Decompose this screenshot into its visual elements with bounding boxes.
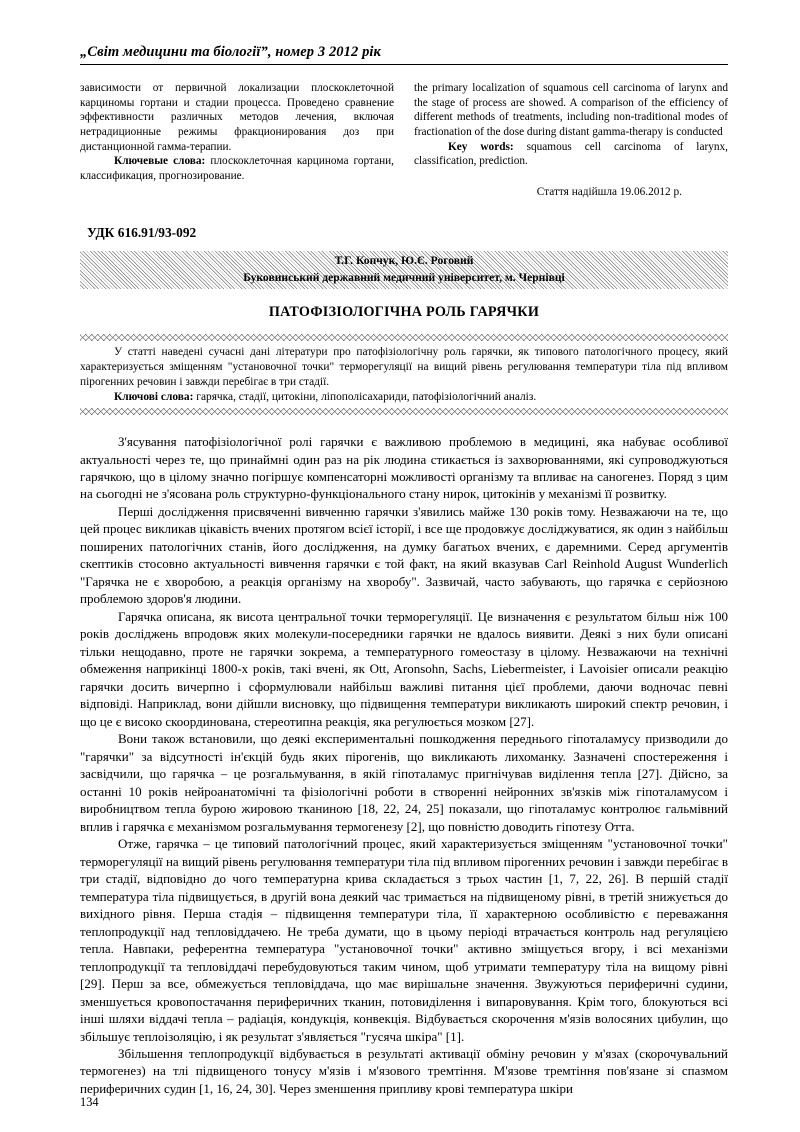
article-authors: Т.Г. Копчук, Ю.Є. Роговий: [334, 254, 474, 268]
keywords-ru-label: Ключевые слова:: [114, 155, 206, 168]
keywords-text: гарячка, стадії, цитокіни, ліпополісахариди, патофізіологічний аналіз.: [193, 391, 537, 404]
article-affiliation: Буковинський державний медичний університет, м. Чернівці: [243, 270, 565, 284]
keywords-en-text: squamous cell carcinoma of larynx, classification, prediction.: [414, 140, 728, 168]
article-title: ПАТОФІЗІОЛОГІЧНА РОЛЬ ГАРЯЧКИ: [268, 304, 540, 321]
body-paragraph: Перші дослідження присвяченні вивченню гарячки з'явились майже 130 років тому. Незважаючи на те, що цей процес викликав цікавість вчених протягом всієї історії, і все ще продовжує досліджуватися, як один з найбільш поширених патологічних станів, його дослідження, на думку багатьох вчених, є даремними. Серед аргументів скептиків стосовно актуальності вивчення гарячки є той факт, на який вказував Carl Reinhold August Wunderlich "Гарячка не є хворобою, а реакція організму на хворобу". Зазвичай, часто забувають, що гарячка є серйозною проблемою здоров'я людини.: [80, 503, 728, 607]
keywords-ru: [80, 154, 394, 183]
article-body: [80, 433, 728, 1097]
abstract-column-ru: [80, 81, 394, 184]
article-keywords: [80, 390, 728, 405]
page-number: 134: [80, 1095, 99, 1109]
abstract-ru-text: зависимости от первичной локализации плоскоклеточной карциномы гортани и стадии процесса. Проведено сравнение эффективности различных методов лечения, включая нетрадиционные режимы фракционирования доз при дистанционной гамма-терапии.: [80, 82, 394, 153]
udc-code: УДК 616.91/93-092: [87, 225, 197, 241]
keywords-label: Ключові слова:: [114, 391, 194, 404]
abstract-en-text: the primary localization of squamous cell carcinoma of larynx and the stage of process are showed. A comparison of the efficiency of different methods of treatments, including non-traditional modes of fractionation of the dose during distant gamma-therapy is conducted: [414, 82, 728, 139]
body-paragraph: Вони також встановили, що деякі експериментальні пошкодження переднього гіпоталамусу призводили до "гарячки" за відсутності ін'єкцій будь яких пірогенів, що викликають лихоманку. Зазначені спостереження і засвідчили, що гарячка – це розгальмування, в якій гіпоталамус пригнічував виділення тепла [27]. Дійсно, за останні 10 років нейроанатомічні та фізіологічні роботи в створенні нейронних зв'язків між гіпоталамусом і виробництвом тепла бурою жировою тканиною [18, 22, 24, 25] показали, що гіпоталамус контролює гальмівний вплив і гарячка є механізмом розгальмування термогенезу [2], що повністю доводить гіпотезу Отта.: [80, 731, 728, 834]
keywords-en-label: Key words:: [448, 140, 514, 153]
received-date: Стаття надійшла 19.06.2012 р.: [536, 185, 682, 198]
header-divider: [80, 64, 728, 65]
abstract-columns: [80, 81, 728, 184]
keywords-en: [414, 140, 728, 169]
article-abstract: [80, 341, 728, 408]
body-paragraph: З'ясування патофізіологічної ролі гарячки є важливою проблемою в медицині, яка набуває особливої актуальності через те, що принаймні один раз на рік людина стикається із захворюваннями, які супроводжуються гарячкою, що в цілому значно погіршує компенсаторні можливості організму та впливає на саногенез. Поряд з цим на сьогодні не з'ясована роль структурно-функціонального стану нирок, цитокінів у механізмі її розвитку.: [80, 434, 728, 502]
body-paragraph: Отже, гарячка – це типовий патологічний процес, який характеризується зміщенням "установочної точки" терморегуляції на вищий рівень регулювання температури тіла під впливом пірогенних речовин і завжди перебігає в три стадії, відповідно до чого температурна крива складається з трьох частин [1, 7, 22, 26]. В першій стадії температура тіла підвищується, в другій вона деякий час тримається на підвищеному рівні, в третій знижується до вихідного рівня. Перша стадія – підвищення температури тіла, її характерною особливістю є переважання теплопродукції над тепловіддачею. Не треба думати, що в цьому періоді втрачається контроль над регуляцією тепла. Навпаки, референтна температура "установочної точки" активно зміщується вгору, і всі механізми теплопродукції та тепловіддачі перебудовуються таким чином, щоб утримати температуру тіла на вищому рівні [29]. Перш за все, обмежується тепловіддача, що має вирішальне значення. Звужуються периферичні судини, зменшується кровопостачання периферичних тканин, потовиділення і випаровування. Крім того, блокуються всі інші шляхи віддачі тепла – радіація, кондукція, конвекція. Відбувається скорочення м'язів волосяних цибулин, що збільшує теплоізоляцію, і як результат з'являється "гусяча шкіра" [1].: [80, 836, 728, 1044]
body-paragraph: Збільшення теплопродукції відбувається в результаті активації обміну речовин у м'язах (скорочувальний термогенез) на тлі підвищеного тонусу м'язів і м'язового тремтіння. М'язове тремтіння пов'язане зі спазмом периферичних судин [1, 16, 24, 30]. Через зменшення припливу крові температура шкіри: [80, 1045, 728, 1096]
author-affiliation-band: [80, 251, 728, 289]
abstract-column-en: [414, 81, 728, 184]
abstract-top-rule: [80, 334, 728, 341]
abstract-text: У статті наведені сучасні дані літератури про патофізіологічну роль гарячки, як типового патологічного процесу, який характеризується зміщенням "установочної точки" терморегуляції на вищий рівень регулювання температури тіла під впливом пірогенних речовин і завжди перебігає в три стадії.: [80, 346, 728, 389]
body-paragraph: Гарячка описана, як висота центральної точки терморегуляції. Це визначення є результатом більш ніж 100 років досліджень впродовж яких молекули-посередники гарячки не вдалось виявити. Деякі з них були описані тільки нещодавно, проте не гарячки зокрема, а температурного гомеостазу в цілому. Незважаючи на технічні обмеження наприкінці 1800-х років, такі вчені, як Ott, Aronsohn, Sachs, Liebermeister, і Lavoisier описали реакцію гарячки досить вичерпно і сформулювали найбільш важливі питання цієї проблеми, даючи водночас певні відповіді. Наприклад, вони дійшли висновку, що підвищення температури викликають широкий спектр речовин, і що це є високо скоординована, стереотипна реакція, яка регулюється мозком [27].: [80, 608, 728, 729]
abstract-bottom-rule: [80, 408, 728, 415]
keywords-ru-text: плоскоклеточная карцинома гортани, классификация, прогнозирование.: [80, 155, 394, 183]
running-head: „Світ медицини та біології”, номер 3 2012 рік: [80, 44, 381, 60]
